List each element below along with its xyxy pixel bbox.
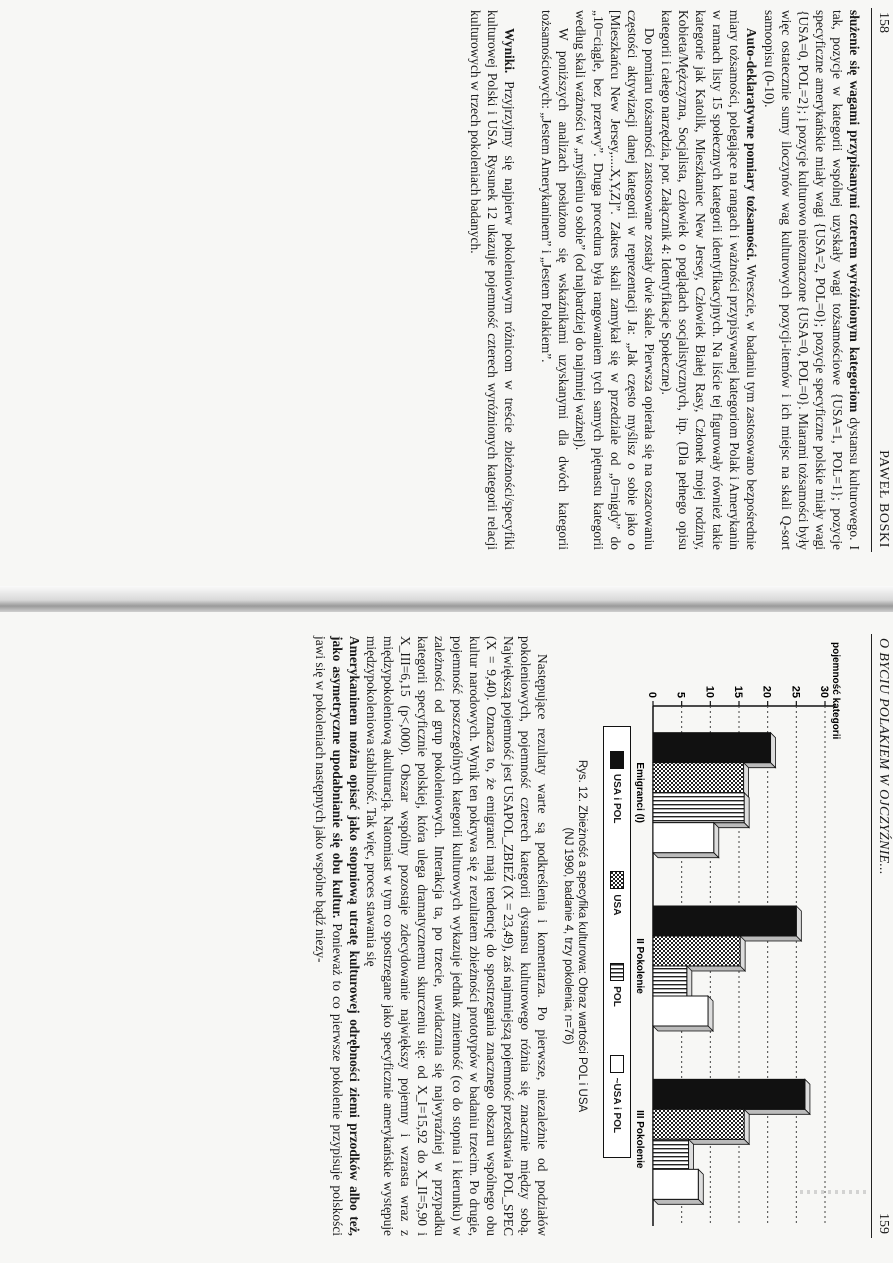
bar-top	[698, 1169, 703, 1204]
y-axis-title: pojemność kategorii	[830, 642, 841, 740]
bar	[653, 823, 714, 853]
legend-swatch-icon	[610, 1055, 624, 1073]
right-page-header	[871, 634, 893, 1238]
scan-artifact	[800, 1190, 870, 1194]
bar	[653, 996, 708, 1026]
page-number: 159	[876, 1213, 891, 1234]
bar-top	[740, 936, 745, 971]
bar	[653, 1079, 805, 1109]
paragraph: W poniższych analizach posłużono się wskaźnikami uzyskanymi dla dwóch kategorii tożsamościowych: „Jestem Amerykaninem” i „Jestem Polakiem”.	[539, 10, 572, 550]
left-body-text	[467, 10, 863, 550]
bar	[653, 733, 771, 763]
paragraph: Wyniki. Przyjrzyjmy się najpierw pokoleniowym różnicom w treście zbieżności/specyfiki kulturowej Polski i USA. Rysunek 12 ukazuje pojemność czterech wyróżnionych kategorii relacji kulturowych w trzech pokoleniach badanych.	[468, 10, 518, 550]
bar	[653, 966, 687, 996]
legend-swatch-icon	[610, 963, 624, 981]
bar-top	[796, 906, 801, 941]
bar-top	[805, 1079, 810, 1114]
right-body-text	[312, 636, 551, 1236]
bar-top	[744, 793, 749, 828]
legend-item: POL	[610, 963, 624, 1007]
paragraph: Auto-deklaratywne pomiary tożsamości. Wreszcie, w badaniu tym zastosowano bezpośrednie miary tożsamości, polegające na rangach i ważności przypisywanej kategoriom Polak i Amerykanin w ramach listy 15 społecznych kategorii identyfikacyjnych. Na liście tej figurowały również takie kategorie jak Katolik, Mieszkaniec New Jersey, Człowiek Białej Rasy, Członek mojej rodziny, Kobieta/Mężczyzna, Socjalista, człowiek o poglądach socjalistycznych, itp. (Dla pełnego opisu kategorii i całego narzędzia, por. Załącznik 4: Identyfikacje Społeczne).	[658, 10, 760, 550]
running-head: O BYCIU POLAKIEM W OJCZYŹNIE...	[876, 638, 891, 875]
x-category-label: Emigranci (I)	[634, 762, 645, 823]
bar-side	[653, 853, 719, 858]
bar	[653, 793, 744, 823]
chart-legend	[603, 726, 631, 1158]
paragraph: służenie się wagami przypisanymi czterem wyróżnionym kategoriom dystansu kulturowego. I tak, pozycje w kategorii wspólnej uzyskały wagi tożsamościowe {USA=1, POL=1}; pozycje specyficzne amerykańskie miały wagi {USA=2, POL=0}; pozycje specyficzne polskie miały wagi {USA=0, POL=2}; i pozycje kulturowo nieoznaczone {USA=0, POL=0}. Miarami tożsamości były więc ostatecznie sumy iloczynów wag kulturowych pozycji-itemów i ich miejsc na skali Q-sort samoopisu (0-10).	[761, 10, 862, 550]
y-tick-label: 25	[789, 685, 802, 698]
paragraph: Amerykaninem można opisać jako stopniową utratę kulturowej odrębności ziemi przodków albo też, jako asymetryczne upodabnianie się obu kultur. Ponieważ to co pierwsze pokolenie przypisuje polskości jawi się w pokoleniach następnych jako wspólne bądź niezy-	[312, 636, 362, 1236]
bar	[653, 906, 796, 936]
left-page	[0, 0, 893, 600]
paragraph: Do pomiaru tożsamości zastosowane zostały dwie skale. Pierwsza opierała się na oszacowaniu częstości aktywizacji danej kategorii w reprezentacji Ja: „Jak często myślisz o sobie jako o [Mieszkańcu New Jersey,....X,Y,Z]”. Zakres skali zamykał się w przedziale od „0=nigdy” do „10=ciągle, bez przerwy”. Druga procedura była rangowaniem tych samych piętnastu kategorii według skali ważności w „myśleniu o sobie” (od najbardziej do najmniej ważnej).	[573, 10, 657, 550]
y-tick-label: 5	[674, 691, 687, 698]
bar-top	[744, 1109, 749, 1144]
legend-item: ~USA i POL	[610, 1055, 624, 1133]
bar-top	[771, 733, 776, 768]
bar-side	[653, 1026, 713, 1031]
right-page-content	[73, 626, 893, 1246]
left-page-header	[871, 8, 893, 552]
y-tick-label: 10	[703, 685, 716, 698]
paragraph: Następujące rezultaty warte są podkreślenia i komentarza. Po pierwsze, niezależnie od podziałów pokoleniowych, pojemność czterech kategorii dystansu kulturowego różnia się znacznie między sobą. Największą pojemność jest USAPOL_ZBIEŻ (X = 23,49), zaś najmniejszą pojemność przedstawia POL_SPEC (X = 9,40). Oznacza to, że emigranci mają tendencję do spostrzegania znacznego obszaru wspólnego obu kultur narodowych. Wynik ten pokrywa się z rezultatem zbieżności prototypów w badaniu trzecim. Po drugie, pojemność poszczególnych kategorii kulturowych wykazuje jednak zmienność (co do stopnia i kierunku) w zależności od grup pokoleniowych. Interakcja ta, po trzecie, uwidacznia się najwyraźniej w przypadku kategorii specyficznie polskiej, która ulega dramatycznemu skurczeniu się: od X_I=15,92 do X_II=5,90 i X_III=6,15 (p<,000). Obszar wspólny pozostaje zdecydowanie największy pojemny i wzrasta wraz z międzypokoleniową akulturacją. Natomiast w tym co spostrzegane jako specyficznie amerykańskie występuje międzypokoleniowa stabilność. Tak więc, proces stawania się	[364, 636, 550, 1236]
y-tick-label: 15	[732, 685, 744, 698]
bar	[653, 1109, 744, 1139]
bar	[653, 763, 744, 793]
bar-chart-svg	[633, 636, 863, 1236]
left-page-content	[73, 0, 893, 560]
legend-swatch-icon	[610, 871, 624, 889]
y-tick-label: 0	[646, 691, 658, 698]
bar-top	[708, 996, 713, 1031]
x-category-label: III Pokolenie	[634, 1110, 645, 1169]
bar	[653, 936, 740, 966]
bar-side	[653, 1199, 703, 1204]
x-category-label: II Pokolenie	[634, 938, 645, 994]
legend-item: USA i POL	[610, 751, 624, 824]
legend-swatch-icon	[610, 751, 624, 769]
legend-item: USA	[610, 871, 624, 915]
bar	[653, 1169, 698, 1199]
y-tick-label: 30	[818, 685, 830, 698]
bar	[653, 1139, 689, 1169]
figure-caption: Rys. 12. Zbieżność a specyfika kulturowa: Obraz wartości POL i USA (NJ 1990, badanie 4, trzy pokolenia; n=76)	[562, 759, 588, 1113]
right-page	[0, 612, 893, 1263]
figure-12-chart	[593, 636, 863, 1236]
page-number: 158	[876, 12, 891, 33]
y-tick-label: 20	[760, 685, 773, 698]
bar-top	[714, 823, 719, 858]
running-head: PAWEŁ BOSKI	[876, 450, 891, 548]
